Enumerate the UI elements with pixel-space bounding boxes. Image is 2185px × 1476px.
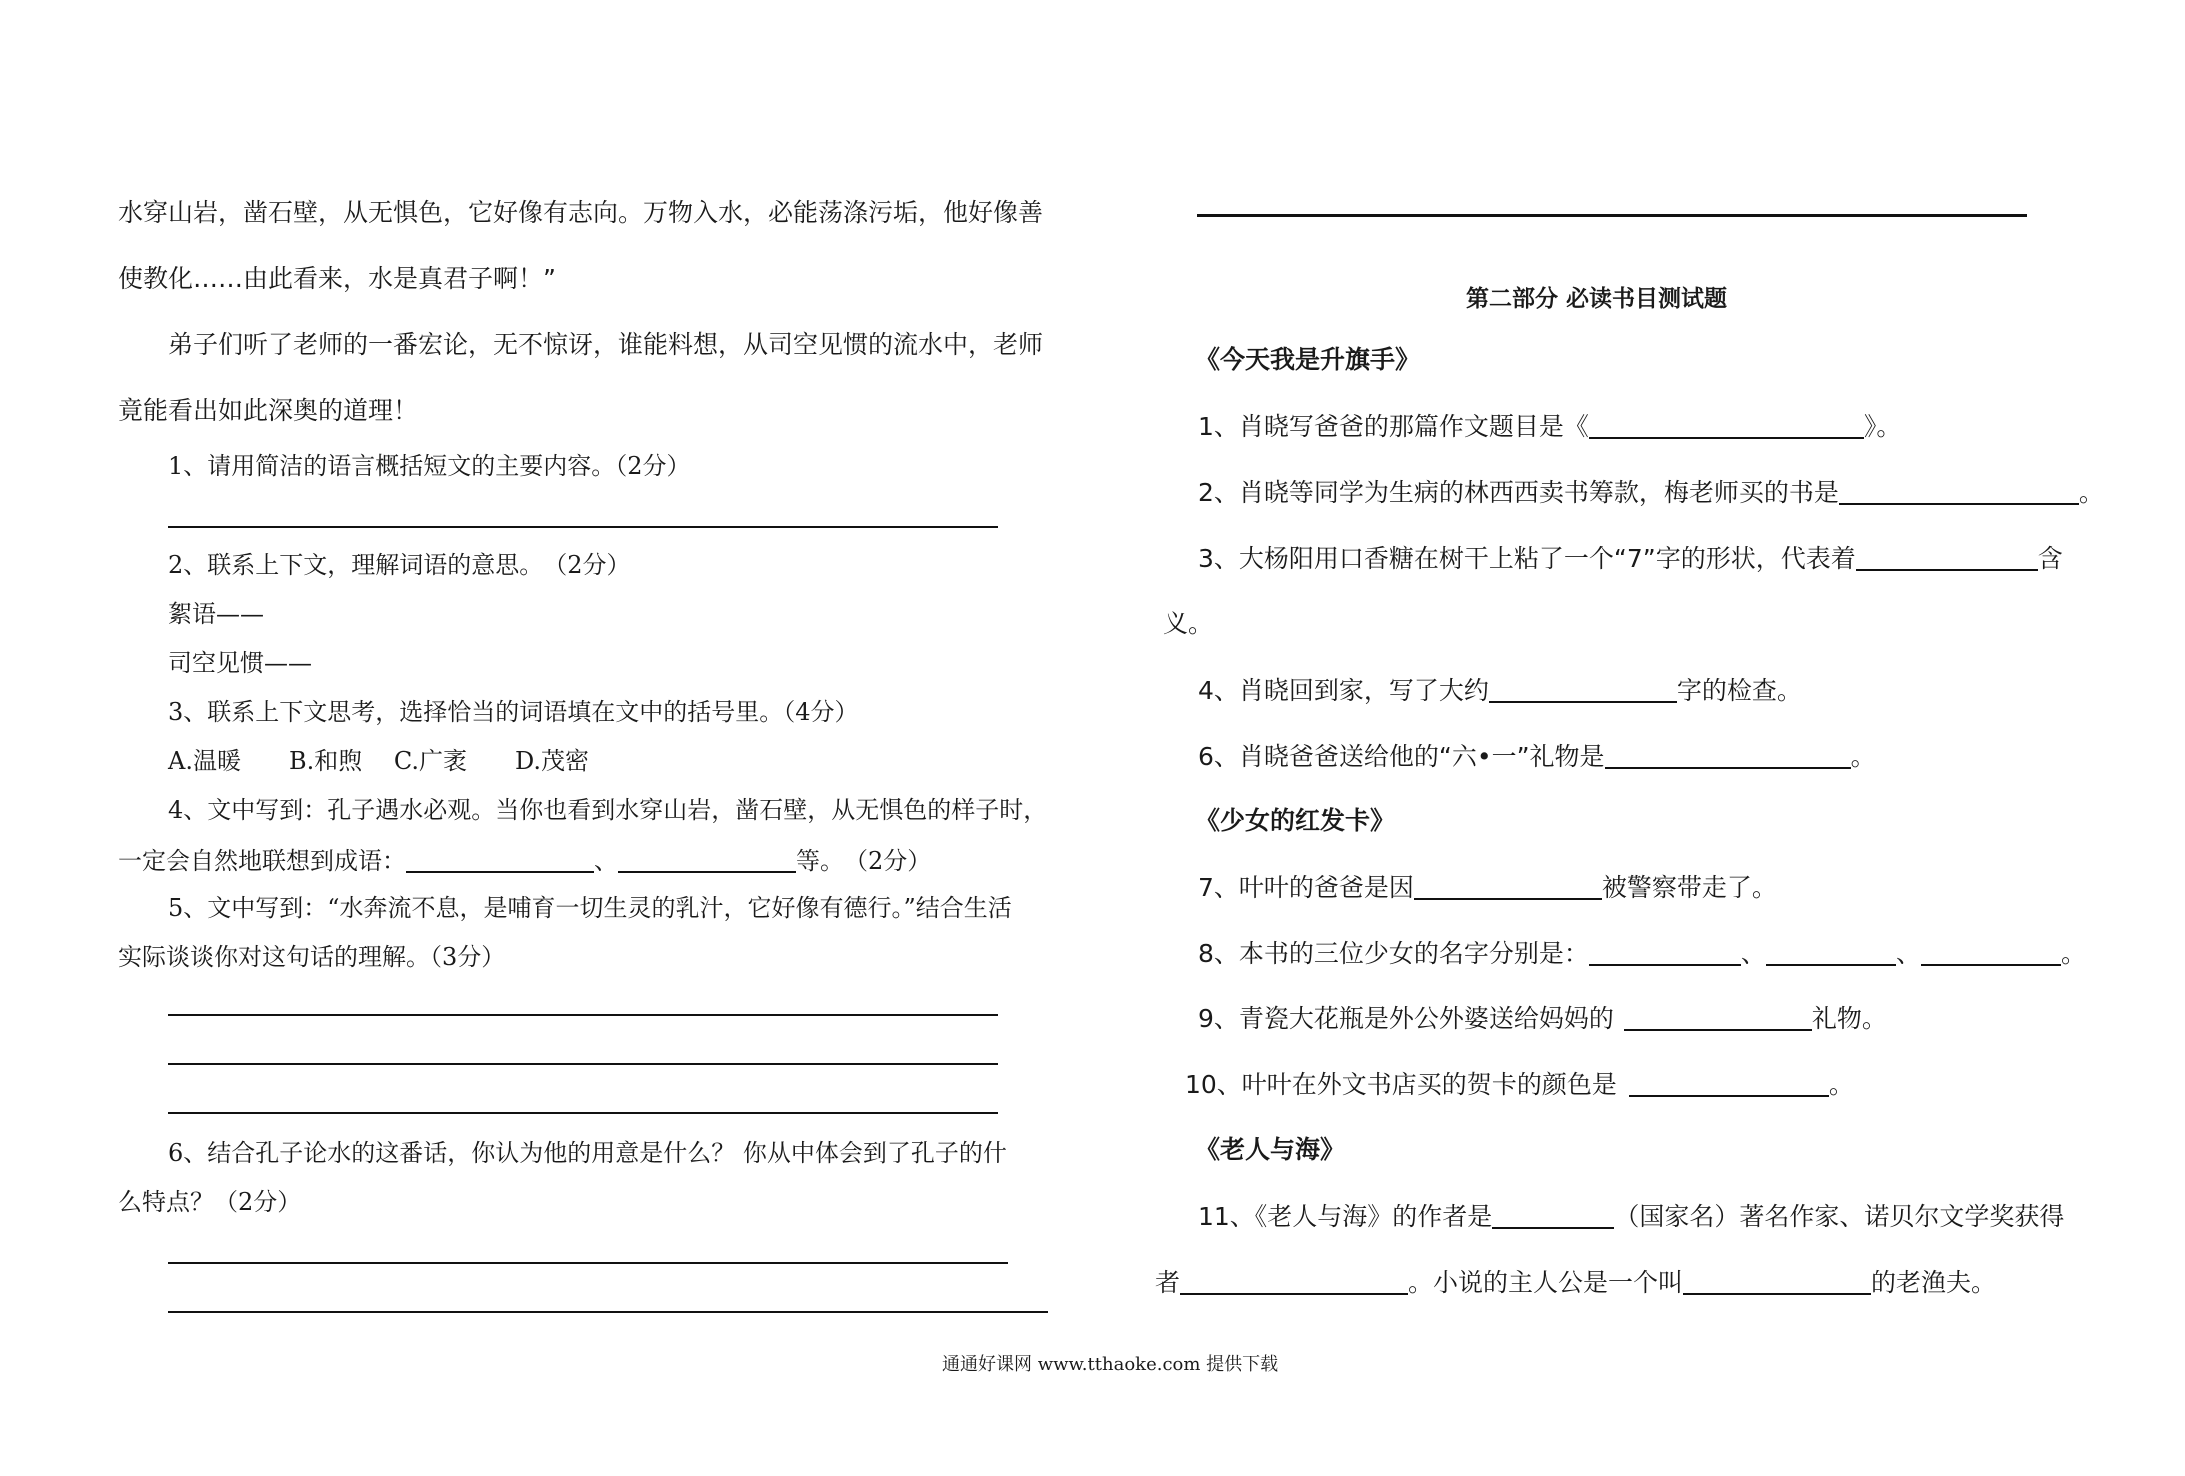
blank-occasion[interactable]: [1624, 1005, 1812, 1031]
passage-line-1: 水穿山岩，凿石壁，从无惧色，它好像有志向。万物入水，必能荡涤污垢，他好像善: [118, 198, 1044, 227]
idiom-blank-2[interactable]: [618, 847, 796, 873]
right-question-6: [1198, 743, 1876, 769]
right-question-8: [1198, 940, 2086, 966]
question-4-prompt: 一定会自然地联想到成语：: [118, 847, 406, 875]
footer-source: 通通好课网 www.tthaoke.com 提供下载: [942, 1354, 1279, 1375]
top-answer-line[interactable]: [1197, 214, 2027, 217]
question-4-line-2: [118, 847, 931, 873]
section-title: 第二部分 必读书目测试题: [1466, 285, 1728, 312]
right-question-8-prompt: 8、本书的三位少女的名字分别是：: [1198, 939, 1589, 968]
right-question-4-suffix: 字的检查。: [1676, 676, 1802, 705]
right-question-11-cont-suffix: 的老渔夫。: [1871, 1268, 1997, 1297]
right-question-7: [1198, 874, 1777, 900]
right-question-9: [1198, 1005, 1887, 1031]
blank-name-3[interactable]: [1921, 940, 2061, 966]
blank-reason[interactable]: [1414, 874, 1602, 900]
right-question-4-prompt: 4、肖晓回到家，写了大约: [1198, 676, 1489, 705]
book-title-1: 《今天我是升旗手》: [1195, 345, 1421, 374]
right-question-2-suffix: 。: [2078, 478, 2104, 507]
right-question-6-suffix: 。: [1850, 742, 1876, 771]
right-question-8-suffix: 。: [2060, 939, 2086, 968]
right-question-11-cont-prefix: 者: [1155, 1268, 1181, 1297]
right-question-7-prompt: 7、叶叶的爸爸是因: [1198, 873, 1414, 902]
blank-name-1[interactable]: [1589, 940, 1741, 966]
question-2: 2、联系上下文，理解词语的意思。 （2分）: [168, 551, 631, 579]
question-4-line-1: 4、文中写到：孔子遇水必观。当你也看到水穿山岩，凿石壁，从无惧色的样子时，: [168, 796, 1048, 824]
question-5-line-2: 实际谈谈你对这句话的理解。（3分）: [118, 943, 506, 971]
question-1: 1、请用简洁的语言概括短文的主要内容。（2分）: [168, 452, 691, 480]
question-4-suffix: 等。 （2分）: [796, 847, 932, 875]
right-question-11-cont-mid: 。小说的主人公是一个叫: [1408, 1268, 1684, 1297]
separator-2: 、: [1895, 939, 1921, 968]
question-5-line-1: 5、文中写到：“水奔流不息，是哺育一切生灵的乳汁，它好像有德行。”结合生活: [168, 894, 1012, 922]
right-question-3-suffix: 含: [2037, 544, 2063, 573]
passage-line-2: 使教化……由此看来，水是真君子啊！”: [118, 264, 556, 293]
answer-line-q5-3[interactable]: [168, 1112, 998, 1114]
right-question-9-prompt: 9、青瓷大花瓶是外公外婆送给妈妈的: [1198, 1004, 1614, 1033]
right-question-1: [1198, 413, 1901, 439]
term-sikongjianguan: 司空见惯——: [168, 649, 312, 677]
right-question-2: [1198, 479, 2104, 505]
blank-country[interactable]: [1492, 1203, 1614, 1229]
blank-protagonist[interactable]: [1683, 1269, 1871, 1295]
passage-line-4: 竟能看出如此深奥的道理！: [118, 396, 419, 425]
right-question-7-suffix: 被警察带走了。: [1601, 873, 1777, 902]
question-6-line-1: 6、结合孔子论水的这番话，你认为他的用意是什么？ 你从中体会到了孔子的什: [168, 1139, 1007, 1167]
blank-gift[interactable]: [1605, 743, 1851, 769]
right-question-4: [1198, 677, 1802, 703]
idiom-blank-1[interactable]: [406, 847, 594, 873]
answer-line-q5-1[interactable]: [168, 1014, 998, 1016]
blank-card-color[interactable]: [1629, 1071, 1829, 1097]
book-title-3: 《老人与海》: [1195, 1135, 1346, 1164]
right-question-3-continued: 义。: [1163, 609, 1214, 638]
right-question-11-text: （国家名）著名作家、诺贝尔文学奖获得: [1614, 1202, 2065, 1231]
question-6-line-2: 么特点？（2分）: [118, 1188, 302, 1216]
right-question-6-prompt: 6、肖晓爸爸送给他的“六•一”礼物是: [1198, 742, 1605, 771]
book-title-2: 《少女的红发卡》: [1195, 806, 1396, 835]
question-3: 3、联系上下文思考，选择恰当的词语填在文中的括号里。（4分）: [168, 698, 859, 726]
right-question-3-prompt: 3、大杨阳用口香糖在树干上粘了一个“7”字的形状，代表着: [1198, 544, 1856, 573]
right-question-10-prompt: 10、叶叶在外文书店买的贺卡的颜色是: [1185, 1070, 1617, 1099]
right-question-11: [1198, 1203, 2064, 1229]
right-question-11-continued: [1155, 1269, 1996, 1295]
right-question-10: [1185, 1071, 1854, 1097]
separator: 、: [594, 847, 618, 875]
separator-1: 、: [1740, 939, 1766, 968]
answer-line-q1[interactable]: [168, 526, 998, 528]
answer-line-q5-2[interactable]: [168, 1063, 998, 1065]
blank-author[interactable]: [1180, 1269, 1408, 1295]
answer-line-q6-1[interactable]: [168, 1262, 1008, 1264]
blank-meaning[interactable]: [1856, 545, 2038, 571]
right-question-1-prompt: 1、肖晓写爸爸的那篇作文题目是《: [1198, 412, 1589, 441]
blank-book-bought[interactable]: [1839, 479, 2079, 505]
right-question-9-suffix: 礼物。: [1811, 1004, 1887, 1033]
blank-essay-title[interactable]: [1589, 413, 1864, 439]
right-question-2-prompt: 2、肖晓等同学为生病的林西西卖书筹款，梅老师买的书是: [1198, 478, 1839, 507]
passage-line-3: 弟子们听了老师的一番宏论，无不惊讶，谁能料想，从司空见惯的流水中，老师: [168, 330, 1044, 359]
right-question-3: [1198, 545, 2063, 571]
right-question-10-suffix: 。: [1828, 1070, 1854, 1099]
question-3-options: A.温暖 B.和煦 C.广袤 D.茂密: [168, 747, 590, 775]
right-question-11-prompt: 11、《老人与海》的作者是: [1198, 1202, 1493, 1231]
answer-line-q6-2[interactable]: [168, 1311, 1048, 1313]
blank-word-count[interactable]: [1489, 677, 1677, 703]
right-question-1-suffix: 》。: [1863, 412, 1902, 441]
blank-name-2[interactable]: [1766, 940, 1896, 966]
term-xuyu: 絮语——: [168, 600, 264, 628]
